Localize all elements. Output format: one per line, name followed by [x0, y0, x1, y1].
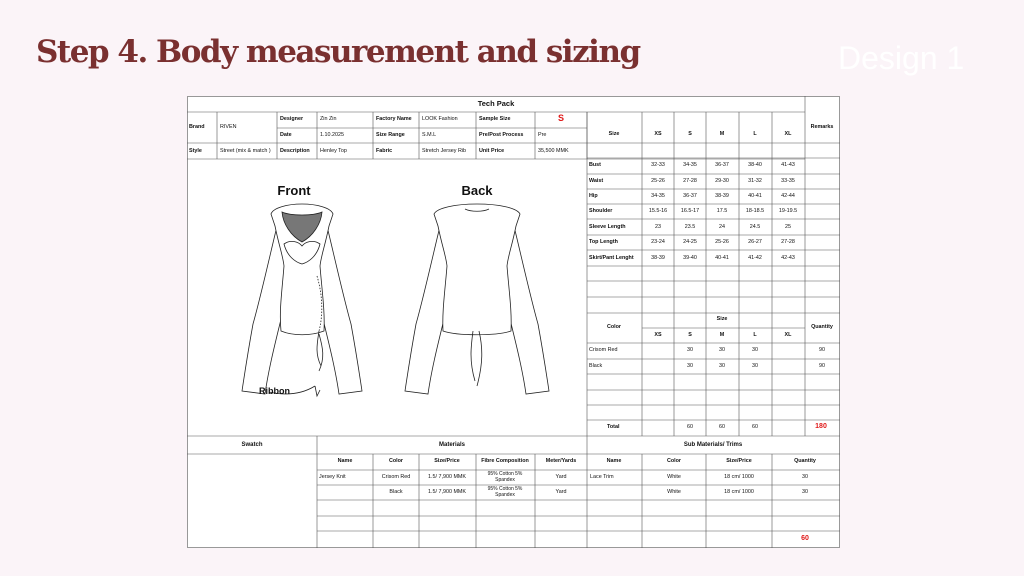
measurement-cell: 40-41 — [748, 193, 762, 199]
measurement-label: Shoulder — [589, 208, 613, 214]
material-unit: Yard — [555, 489, 567, 495]
measurement-cell: 36-37 — [683, 193, 697, 199]
measurement-cell: 29-30 — [715, 178, 729, 184]
size-col-s: S — [688, 131, 692, 137]
sub-material-qty: 30 — [802, 474, 808, 480]
back-view-label: Back — [461, 183, 493, 198]
material-size-price: 1.5/ 7,900 MMK — [427, 489, 467, 495]
measurement-cell: 19-19.5 — [778, 208, 798, 214]
fabric-value: Stretch Jersey Rib — [422, 148, 467, 154]
sub-material-size-price: 18 cm/ 1000 — [724, 474, 754, 480]
unit-price-label: Unit Price — [479, 148, 505, 154]
size-range-value: S.M.L — [422, 132, 437, 138]
measurement-cell: 27-28 — [683, 178, 697, 184]
measurement-cell: 42-44 — [781, 193, 795, 199]
measurement-cell: 24-25 — [683, 239, 697, 245]
size-group-header: Size — [716, 316, 728, 322]
brand-label: Brand — [189, 124, 205, 130]
sub-col-size-price: Size/Price — [726, 458, 752, 464]
material-name: Jersey Knit — [319, 474, 346, 480]
tech-pack-title: Tech Pack — [477, 99, 515, 108]
material-size-price: 1.5/ 7,900 MMK — [427, 474, 467, 480]
measurement-label: Bust — [589, 162, 601, 168]
measurement-cell: 38-40 — [748, 162, 762, 168]
total-l: 60 — [752, 424, 758, 430]
measurement-cell: 25-26 — [651, 178, 665, 184]
measurement-cell: 26-27 — [748, 239, 762, 245]
measurement-cell: 42-43 — [781, 255, 795, 261]
mat-col-unit: Meter/Yards — [545, 458, 577, 464]
style-value: Street (mix & match ) — [220, 148, 271, 154]
remarks-header: Remarks — [810, 124, 834, 130]
material-fibre: Spandex — [495, 492, 515, 498]
material-fibre: Spandex — [495, 477, 515, 483]
description-label: Description — [280, 148, 310, 154]
process-label: Pre/Post Process — [479, 132, 524, 138]
size-header: Size — [608, 131, 620, 137]
factory-value: LOOK Fashion — [422, 116, 458, 122]
measurement-cell: 25 — [785, 224, 791, 230]
material-color: Black — [389, 489, 403, 495]
description-value: Henley Top — [320, 148, 347, 154]
measurement-label: Hip — [589, 193, 598, 199]
sub-col-color: Color — [666, 458, 682, 464]
material-fibre: 95% Cotton 5% — [487, 471, 523, 477]
measurement-cell: 18-18.5 — [745, 208, 765, 214]
measurement-cell: 15.5-16 — [648, 208, 668, 214]
designer-value: Zin Zin — [320, 116, 337, 122]
qty-total-cell: 90 — [819, 363, 825, 369]
unit-price-value: 35,500 MMK — [538, 148, 569, 154]
total-quantity: 180 — [815, 423, 827, 430]
measurement-label: Waist — [589, 178, 604, 184]
qty-size-l: L — [753, 332, 757, 338]
measurement-cell: 17.5 — [716, 208, 728, 214]
brand-value: RIVEN — [220, 124, 237, 130]
color-header: Color — [606, 324, 622, 330]
design-label: Design 1 — [838, 40, 965, 76]
measurement-cell: 36-37 — [715, 162, 729, 168]
measurement-cell: 39-40 — [683, 255, 697, 261]
sample-size-value: S — [557, 113, 565, 123]
materials-header: Materials — [438, 442, 466, 448]
measurement-label: Skirt/Pant Lenght — [589, 255, 634, 261]
measurement-cell: 25-26 — [715, 239, 729, 245]
material-color: Crisom Red — [381, 474, 411, 480]
measurement-label: Sleeve Length — [589, 224, 626, 230]
measurement-label: Top Length — [589, 239, 618, 245]
factory-label: Factory Name — [376, 116, 412, 122]
color-name: Black — [589, 363, 603, 369]
size-col-m: M — [719, 131, 725, 137]
size-col-xs: XS — [654, 131, 662, 137]
measurement-cell: 41-42 — [748, 255, 762, 261]
date-value: 1.10.2025 — [320, 132, 344, 138]
total-m: 60 — [719, 424, 725, 430]
qty-size-xs: XS — [654, 332, 662, 338]
color-name: Crisom Red — [589, 347, 618, 353]
total-label: Total — [607, 424, 620, 430]
sub-material-qty: 30 — [802, 489, 808, 495]
qty-cell: 30 — [752, 347, 758, 353]
qty-cell: 30 — [719, 347, 725, 353]
measurement-cell: 16.5-17 — [680, 208, 700, 214]
mat-col-fibre: Fibre Composition — [481, 458, 529, 464]
tech-pack-sheet — [187, 96, 840, 548]
measurement-cell: 27-28 — [781, 239, 795, 245]
material-unit: Yard — [555, 474, 567, 480]
qty-cell: 30 — [719, 363, 725, 369]
qty-cell: 30 — [687, 363, 693, 369]
measurement-cell: 23.5 — [684, 224, 696, 230]
date-label: Date — [280, 132, 292, 138]
front-garment-sketch — [242, 204, 362, 396]
measurement-cell: 38-39 — [651, 255, 665, 261]
measurement-cell: 40-41 — [715, 255, 729, 261]
sub-materials-total: 60 — [801, 535, 809, 542]
sample-size-label: Sample Size — [479, 116, 511, 122]
qty-cell: 30 — [687, 347, 693, 353]
measurement-cell: 34-35 — [651, 193, 665, 199]
sub-materials-header: Sub Materials/ Trims — [683, 442, 743, 448]
qty-size-m: M — [719, 332, 725, 338]
qty-size-xl: XL — [784, 332, 792, 338]
front-view-label: Front — [277, 183, 311, 198]
measurement-cell: 32-33 — [651, 162, 665, 168]
material-fibre: 95% Cotton 5% — [487, 486, 523, 492]
sub-material-color: White — [667, 489, 681, 495]
style-label: Style — [189, 148, 202, 154]
measurement-cell: 23 — [655, 224, 661, 230]
sub-material-color: White — [667, 474, 681, 480]
qty-total-cell: 90 — [819, 347, 825, 353]
mat-col-size-price: Size/Price — [434, 458, 460, 464]
mat-col-name: Name — [337, 458, 353, 464]
sub-material-size-price: 18 cm/ 1000 — [724, 489, 754, 495]
measurement-cell: 23-24 — [651, 239, 665, 245]
process-value: Pre — [538, 132, 547, 138]
measurement-cell: 34-35 — [683, 162, 697, 168]
measurement-cell: 41-43 — [781, 162, 795, 168]
sub-col-name: Name — [606, 458, 622, 464]
slide-title: Step 4. Body measurement and sizing — [36, 34, 640, 70]
total-s: 60 — [687, 424, 693, 430]
size-col-l: L — [753, 131, 757, 137]
measurement-cell: 24 — [719, 224, 725, 230]
measurement-cell: 24.5 — [749, 224, 761, 230]
fabric-label: Fabric — [376, 148, 393, 154]
measurement-cell: 31-32 — [748, 178, 762, 184]
qty-size-s: S — [688, 332, 692, 338]
measurement-cell: 33-35 — [781, 178, 795, 184]
measurement-cell: 38-39 — [715, 193, 729, 199]
swatch-header: Swatch — [241, 442, 263, 448]
sub-col-quantity: Quantity — [794, 458, 816, 464]
sub-material-name: Lace Trim — [590, 474, 614, 480]
designer-label: Designer — [280, 116, 304, 122]
size-col-xl: XL — [784, 131, 792, 137]
qty-cell: 30 — [752, 363, 758, 369]
size-range-label: Size Range — [376, 132, 405, 138]
ribbon-label: Ribbon — [259, 386, 290, 396]
quantity-header: Quantity — [811, 324, 833, 330]
back-garment-sketch — [405, 204, 549, 394]
mat-col-color: Color — [388, 458, 404, 464]
